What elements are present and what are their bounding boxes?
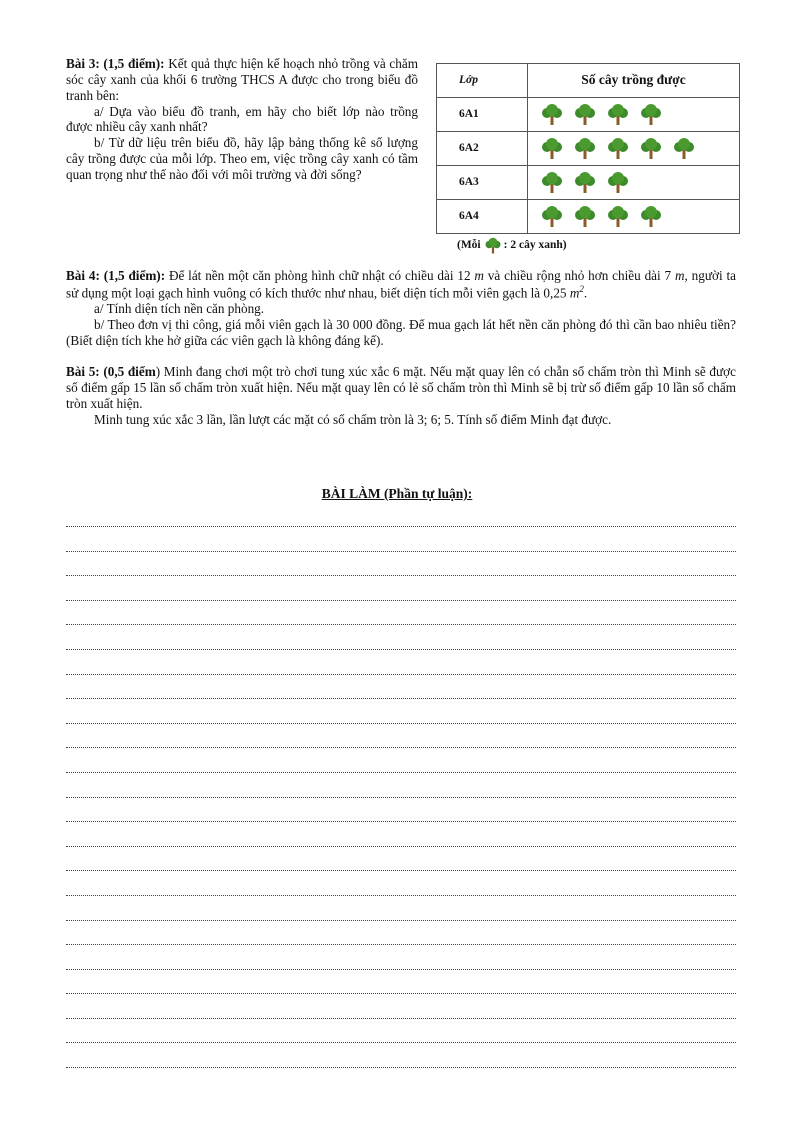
answer-line[interactable] [66, 748, 736, 773]
column-header-class: Lớp [437, 64, 528, 98]
tree-icon [639, 138, 663, 160]
pictograph-header [437, 64, 740, 98]
tree-count-cell [528, 98, 740, 132]
answer-line[interactable] [66, 847, 736, 872]
tree-icon [484, 237, 502, 255]
answer-line[interactable] [66, 945, 736, 970]
question-4 [66, 268, 736, 349]
tree-icon [573, 206, 597, 228]
pictograph-row [437, 132, 740, 166]
question-5-intro: Bài 5: (0,5 điểm) Minh đang chơi một trò chơi tung xúc xắc 6 mặt. Nếu mặt quay lên có chẵn số chấm tròn thì Minh sẽ được số điểm gấp 15 lần số chấm tròn xuất hiện. Nếu mặt quay lên có lẻ số chấm tròn thì Minh sẽ bị trừ số điểm gấp 10 lần số chấm tròn xuất hiện. [66, 364, 736, 411]
column-header-trees: Số cây trồng được [528, 64, 740, 98]
class-name: 6A1 [437, 98, 528, 132]
answer-line[interactable] [66, 576, 736, 601]
answer-line[interactable] [66, 896, 736, 921]
tree-icon [540, 206, 564, 228]
answer-line[interactable] [66, 601, 736, 626]
question-5-task: Minh tung xúc xắc 3 lần, lần lượt các mặt có số chấm tròn là 3; 6; 5. Tính số điểm Minh đạt được. [94, 411, 612, 427]
answer-line[interactable] [66, 822, 736, 847]
tree-icon [672, 138, 696, 160]
answer-line[interactable] [66, 798, 736, 823]
answer-section-title: BÀI LÀM (Phần tự luận): [321, 486, 473, 501]
tree-icon [573, 172, 597, 194]
tree-icon [540, 104, 564, 126]
legend-prefix: (Mỗi [457, 239, 481, 252]
question-3-intro: Bài 3: (1,5 điểm): Kết quả thực hiện kế hoạch nhỏ trồng và chăm sóc cây xanh của khối 6 trường THCS A được cho trong biểu đồ tranh bên: [66, 56, 418, 103]
tree-count-cell [528, 166, 740, 200]
answer-line[interactable] [66, 921, 736, 946]
answer-line[interactable] [66, 1043, 736, 1068]
tree-icon [540, 172, 564, 194]
question-5-label: Bài 5: (0,5 điểm [66, 364, 156, 379]
answer-line[interactable] [66, 625, 736, 650]
answer-line[interactable] [66, 994, 736, 1019]
answer-line[interactable] [66, 699, 736, 724]
class-name: 6A4 [437, 200, 528, 234]
answer-line[interactable] [66, 650, 736, 675]
class-name: 6A3 [437, 166, 528, 200]
pictograph-row [437, 166, 740, 200]
answer-lines[interactable] [66, 526, 736, 1068]
pictograph-body [437, 98, 740, 234]
tree-icon [540, 138, 564, 160]
answer-line[interactable] [66, 675, 736, 700]
class-name: 6A2 [437, 132, 528, 166]
tree-icon [573, 138, 597, 160]
tree-icon [606, 138, 630, 160]
question-4-part-b: b/ Theo đơn vị thi công, giá mỗi viên gạch là 30 000 đồng. Để mua gạch lát hết nền căn phòng đó thì cần bao nhiêu tiền? (Biết diện tích khe hở giữa các viên gạch là không đáng kể). [66, 316, 736, 348]
tree-icon [606, 206, 630, 228]
answer-line[interactable] [66, 773, 736, 798]
answer-line[interactable] [66, 871, 736, 896]
tree-count-cell [528, 132, 740, 166]
tree-icon [639, 104, 663, 126]
question-5 [66, 364, 736, 427]
question-3-label: Bài 3: (1,5 điểm): [66, 56, 165, 71]
answer-line[interactable] [66, 527, 736, 552]
question-3-part-b: b/ Từ dữ liệu trên biểu đồ, hãy lập bảng thống kê số lượng cây trồng được của mỗi lớp. Theo em, việc trồng cây xanh có tầm quan trọng như thế nào đối với môi trường và đời sống? [66, 135, 418, 182]
question-4-part-a: a/ Tính diện tích nền căn phòng. [94, 301, 265, 317]
answer-line[interactable] [66, 1019, 736, 1044]
pictograph-row [437, 98, 740, 132]
tree-count-cell [528, 200, 740, 234]
tree-icon [573, 104, 597, 126]
pictograph-table [436, 63, 740, 234]
tree-icon [606, 104, 630, 126]
pictograph-legend [457, 237, 567, 255]
answer-line[interactable] [66, 970, 736, 995]
tree-icon [639, 206, 663, 228]
legend-suffix: : 2 cây xanh) [503, 239, 567, 252]
answer-line[interactable] [66, 552, 736, 577]
question-4-label: Bài 4 [66, 268, 96, 283]
question-3 [66, 56, 418, 183]
tree-icon [606, 172, 630, 194]
question-4-intro: Bài 4: (1,5 điểm): Để lát nền một căn phòng hình chữ nhật có chiều dài 12 m và chiều rộng nhỏ hơn chiều dài 7 m, người ta sử dụng một loại gạch hình vuông có kích thước như nhau, biết diện tích mỗi viên gạch là 0,25 $m^2$. [66, 268, 736, 301]
question-3-part-a: a/ Dựa vào biểu đồ tranh, em hãy cho biết lớp nào trồng được nhiều cây xanh nhất? [66, 103, 418, 135]
answer-line[interactable] [66, 724, 736, 749]
pictograph-row [437, 200, 740, 234]
